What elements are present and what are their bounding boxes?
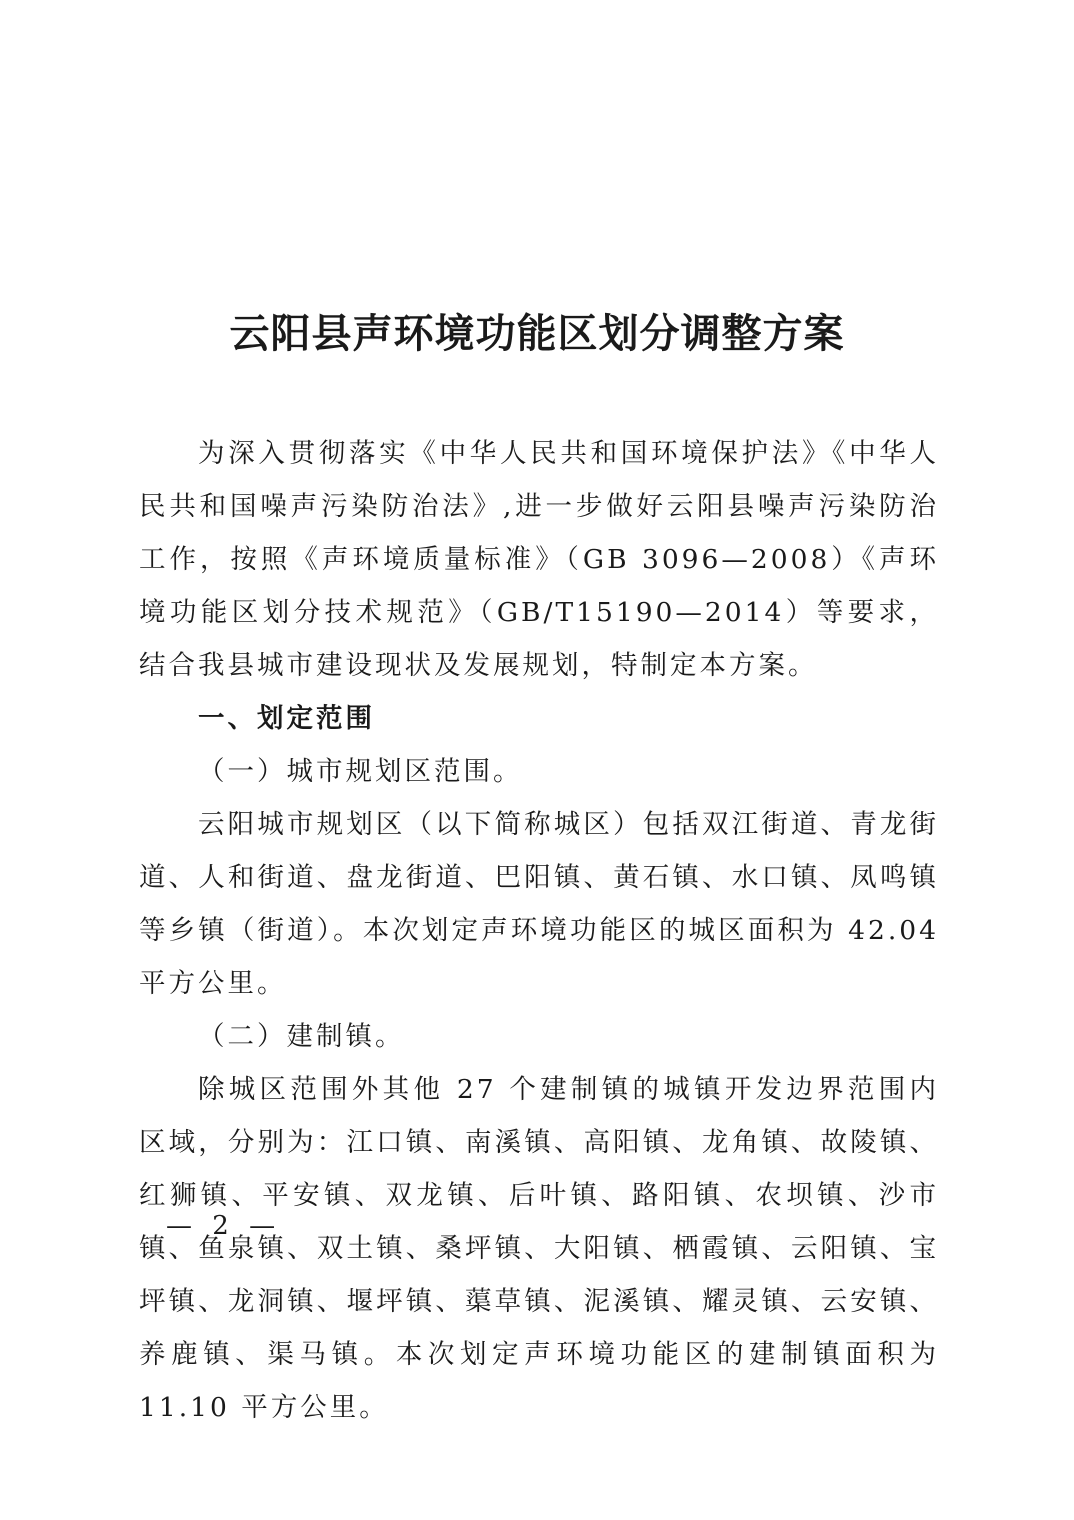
intro-paragraph: 为深入贯彻落实《中华人民共和国环境保护法》《中华人民共和国噪声污染防治法》,进一步做好云阳县噪声污染防治工作，按照《声环境质量标准》（GB 3096—2008）《声环境功能区划分技术规范》（GB/T15190—2014）等要求，结合我县城市建设现状及发展规划，特制定本方案。	[139, 438, 939, 681]
document-title: 云阳县声环境功能区划分调整方案	[229, 310, 845, 357]
subsection-heading-towns: （二）建制镇。	[198, 1021, 405, 1052]
towns-scope-paragraph: 除城区范围外其他 27 个建制镇的城镇开发边界范围内区域，分别为：江口镇、南溪镇、高阳镇、龙角镇、故陵镇、红狮镇、平安镇、双龙镇、后叶镇、路阳镇、农坝镇、沙市镇、鱼泉镇、双土镇、桑坪镇、大阳镇、栖霞镇、云阳镇、宝坪镇、龙洞镇、堰坪镇、蕖草镇、泥溪镇、耀灵镇、云安镇、养鹿镇、渠马镇。本次划定声环境功能区的建制镇面积为 11.10 平方公里。	[139, 1074, 939, 1423]
urban-scope-paragraph: 云阳城市规划区（以下简称城区）包括双江街道、青龙街道、人和街道、盘龙街道、巴阳镇、黄石镇、水口镇、凤鸣镇等乡镇（街道）。本次划定声环境功能区的城区面积为 42.04 平方公里。	[139, 809, 939, 999]
document-body	[139, 427, 939, 1434]
subsection-heading-urban: （一）城市规划区范围。	[198, 756, 523, 787]
page-number: — 2 —	[166, 1211, 282, 1241]
section-heading-scope: 一、划定范围	[198, 703, 375, 734]
